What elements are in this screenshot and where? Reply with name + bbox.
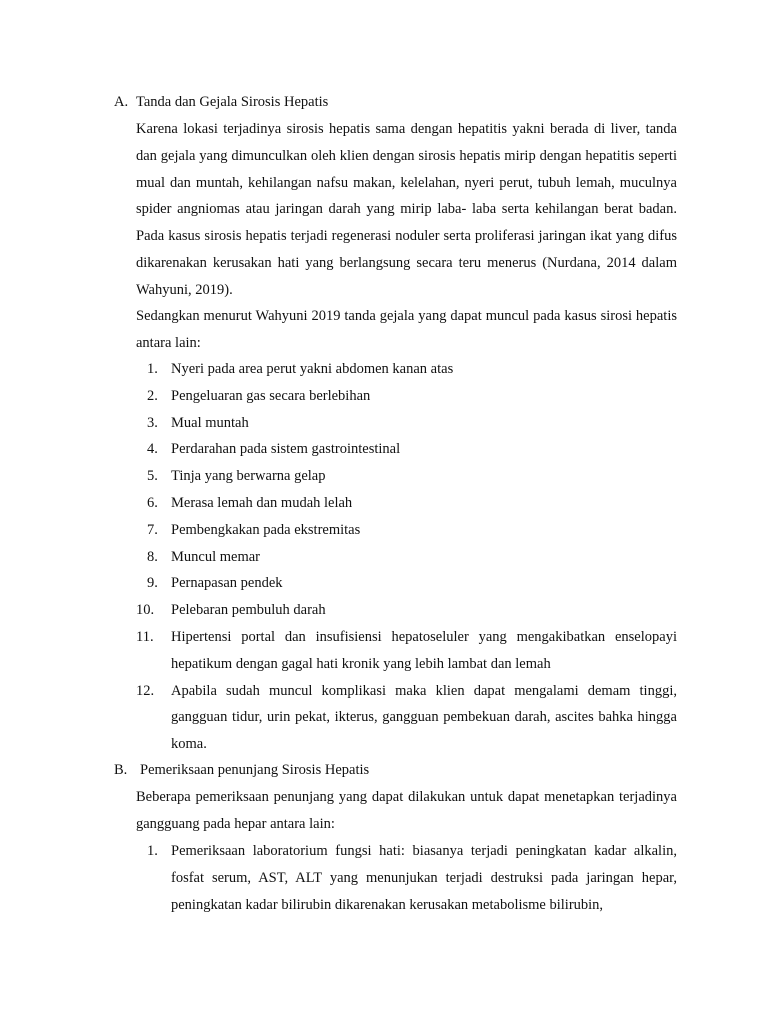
list-number: 5. xyxy=(147,468,158,485)
list-item-text: Pemeriksaan laboratorium fungsi hati: biasanya terjadi peningkatan kadar alkalin, fosfat serum, AST, ALT yang menunjukan terjadi destruksi pada jaringan hepar, peningkatan kadar bilirubin dikarenakan kerusakan metabolisme bilirubin, xyxy=(171,843,677,913)
list-number: 11. xyxy=(136,628,154,645)
list-item-text: Pernapasan pendek xyxy=(171,575,283,592)
section-b-title: Pemeriksaan penunjang Sirosis Hepatis xyxy=(140,762,370,778)
list-number: 9. xyxy=(147,575,158,592)
list-item-text: Merasa lemah dan mudah lelah xyxy=(171,494,353,511)
list-item-text: Perdarahan pada sistem gastrointestinal xyxy=(171,441,401,458)
section-a-heading xyxy=(114,89,328,116)
list-item xyxy=(136,517,677,544)
list-number: 8. xyxy=(147,548,158,565)
section-b-letter: B. xyxy=(114,762,128,778)
section-a-title: Tanda dan Gejala Sirosis Hepatis xyxy=(136,94,329,110)
list-number: 7. xyxy=(147,521,158,538)
list-item xyxy=(136,436,677,463)
section-a-symptom-list xyxy=(136,356,677,758)
list-number: 4. xyxy=(147,441,158,458)
list-number: 2. xyxy=(147,387,158,404)
list-item-text: Apabila sudah muncul komplikasi maka klien dapat mengalami demam tinggi, gangguan tidur, urin pekat, ikterus, gangguan pembekuan darah, ascites bahka hingga koma. xyxy=(171,682,677,753)
list-item-text: Mual muntah xyxy=(171,414,249,431)
list-number: 10. xyxy=(136,602,155,619)
list-item xyxy=(136,383,677,410)
list-item xyxy=(136,356,677,383)
list-item xyxy=(136,463,677,490)
list-item-text: Muncul memar xyxy=(171,548,260,565)
list-item-text: Tinja yang berwarna gelap xyxy=(171,468,326,485)
list-number: 1. xyxy=(147,843,158,859)
list-item-text: Hipertensi portal dan insufisiensi hepatoseluler yang mengakibatkan enselopayi hepatikum dengan gagal hati kronik yang lebih lambat dan lemah xyxy=(171,628,677,672)
section-b-paragraph-1: Beberapa pemeriksaan penunjang yang dapat dilakukan untuk dapat menetapkan terjadinya gangguang pada hepar antara lain: xyxy=(136,789,677,832)
list-item-text: Nyeri pada area perut yakni abdomen kanan atas xyxy=(171,361,454,377)
section-a-letter: A. xyxy=(114,94,129,110)
list-item xyxy=(136,597,677,624)
list-number: 3. xyxy=(147,414,158,431)
list-item xyxy=(136,490,677,517)
list-item xyxy=(136,570,677,597)
section-b-exam-list xyxy=(136,838,677,918)
list-number: 6. xyxy=(147,494,158,511)
list-item xyxy=(136,544,677,571)
list-number: 1. xyxy=(147,361,158,377)
list-item xyxy=(136,838,677,918)
list-item-text: Pembengkakan pada ekstremitas xyxy=(171,521,361,538)
list-item xyxy=(136,624,677,678)
list-item xyxy=(136,410,677,437)
section-a-paragraph-2: Sedangkan menurut Wahyuni 2019 tanda gejala yang dapat muncul pada kasus sirosi hepatis antara lain: xyxy=(136,308,677,351)
list-item xyxy=(136,678,677,758)
list-item-text: Pengeluaran gas secara berlebihan xyxy=(171,387,371,404)
section-a-paragraph-1: Karena lokasi terjadinya sirosis hepatis sama dengan hepatitis yakni berada di liver, tanda dan gejala yang dimunculkan oleh klien dengan sirosis hepatis mirip dengan hepatitis seperti mual dan muntah, kehilangan nafsu makan, kelelahan, nyeri perut, tubuh lemah, muculnya spider angniomas atau jaringan darah yang mirip laba- laba serta kehilangan berat badan. Pada kasus sirosis hepatis terjadi regenerasi noduler serta proliferasi jaringan ikat yang difus dikarenakan kerusakan hati yang berlangsung secara teru menerus (Nurdana, 2014 dalam Wahyuni, 2019). xyxy=(136,121,677,298)
list-number: 12. xyxy=(136,682,155,699)
section-b-heading xyxy=(114,757,369,784)
list-item-text: Pelebaran pembuluh darah xyxy=(171,602,326,619)
